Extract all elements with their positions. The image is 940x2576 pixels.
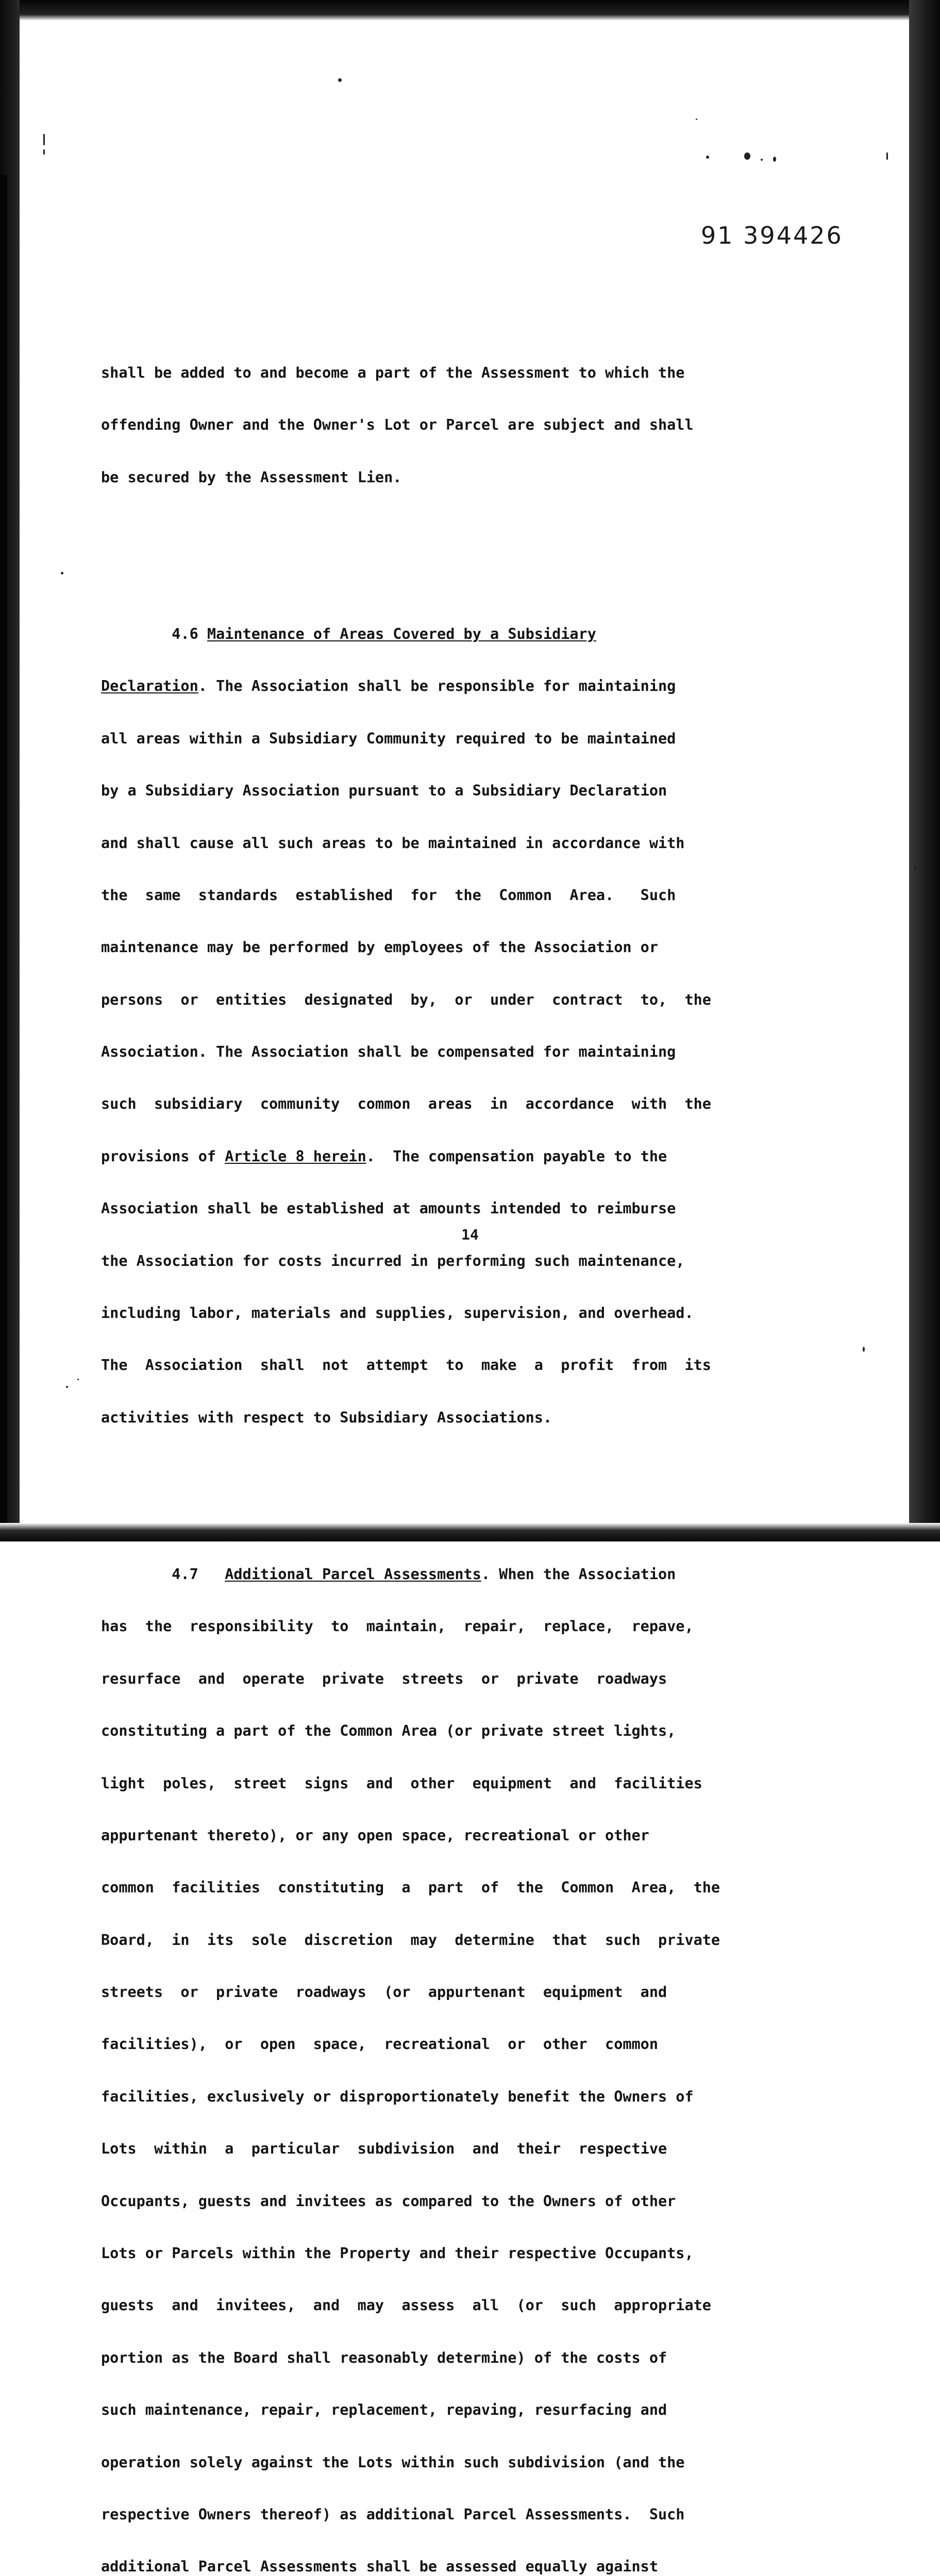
section-heading-line <box>101 1566 792 1583</box>
text-line: respective Owners thereof) as additional Parcel Assessments. Such <box>101 2506 685 2523</box>
scan-speck <box>886 152 888 160</box>
scan-speck <box>61 572 63 574</box>
text-fragment: . When the Association <box>481 1565 676 1583</box>
text-line: Occupants, guests and invitees as compared to the Owners of other <box>101 2192 676 2210</box>
paragraph-intro <box>101 329 792 521</box>
text-line: including labor, materials and supplies, supervision, and overhead. <box>101 1304 694 1322</box>
text-line: resurface and operate private streets or private roadways <box>101 1670 667 1687</box>
text-line <box>101 1148 792 1165</box>
text-line: activities with respect to Subsidiary Associations. <box>101 1409 552 1426</box>
page-number: 14 <box>461 1226 479 1243</box>
text-line: common facilities constituting a part of the Common Area, the <box>101 1879 720 1896</box>
text-line: operation solely against the Lots within such subdivision (and the <box>101 2453 685 2471</box>
section-indent <box>101 1566 172 1583</box>
scan-speck <box>914 866 916 872</box>
section-gap <box>198 625 207 642</box>
text-line: The Association shall not attempt to make a profit from its <box>101 1357 711 1374</box>
scan-speck <box>696 118 697 120</box>
text-line: maintenance may be performed by employees of the Association or <box>101 939 658 956</box>
scan-speck <box>706 156 709 159</box>
scan-speck <box>773 157 776 162</box>
text-line: portion as the Board shall reasonably determine) of the costs of <box>101 2349 667 2366</box>
text-line: appurtenant thereto), or any open space, recreational or other <box>101 1826 649 1844</box>
text-line: the Association for costs incurred in performing such maintenance, <box>101 1252 685 1269</box>
text-line: the same standards established for the Common Area. Such <box>101 886 676 904</box>
text-line: and shall cause all such areas to be maintained in accordance with <box>101 834 685 852</box>
text-line <box>101 677 792 695</box>
text-line: guests and invitees, and may assess all (or such appropriate <box>101 2297 711 2314</box>
section-gap <box>198 1566 225 1583</box>
scan-speck <box>338 78 342 82</box>
text-line: Association shall be established at amounts intended to reimburse <box>101 1200 676 1217</box>
document-body <box>101 277 792 2576</box>
section-heading: Additional Parcel Assessments <box>225 1565 481 1583</box>
text-line: offending Owner and the Owner's Lot or Parcel are subject and shall <box>101 416 694 434</box>
section-heading-continued: Declaration <box>101 677 198 695</box>
article-reference: Article 8 herein <box>225 1147 366 1165</box>
text-fragment: . The Association shall be responsible for maintaining <box>198 677 676 695</box>
section-heading: Maintenance of Areas Covered by a Subsidiary <box>207 625 596 642</box>
text-line: streets or private roadways (or appurtenant equipment and <box>101 1984 667 2001</box>
text-line: such maintenance, repair, replacement, repaving, resurfacing and <box>101 2401 667 2419</box>
scan-speck <box>66 1386 68 1388</box>
scan-speck <box>863 1347 865 1352</box>
text-line: facilities, exclusively or disproportionately benefit the Owners of <box>101 2088 694 2105</box>
text-line: constituting a part of the Common Area (or private street lights, <box>101 1722 676 1740</box>
text-line: Lots within a particular subdivision and their respective <box>101 2140 667 2158</box>
section-4-7 <box>101 1531 792 2576</box>
text-line: additional Parcel Assessments shall be assessed equally against <box>101 2558 658 2575</box>
scan-edge-right <box>909 0 940 1541</box>
text-line: Lots or Parcels within the Property and their respective Occupants, <box>101 2245 694 2262</box>
section-heading-line <box>101 625 792 643</box>
scan-edge-left-shadow <box>0 175 7 1541</box>
text-fragment: . The compensation payable to the <box>366 1147 667 1165</box>
text-line: be secured by the Assessment Lien. <box>101 468 402 486</box>
text-line: by a Subsidiary Association pursuant to a Subsidiary Declaration <box>101 782 667 800</box>
text-line: has the responsibility to maintain, repair, replace, repave, <box>101 1618 694 1635</box>
text-line: Association. The Association shall be compensated for maintaining <box>101 1043 676 1061</box>
scan-speck <box>744 152 750 160</box>
text-line: all areas within a Subsidiary Community required to be maintained <box>101 730 676 747</box>
text-line: such subsidiary community common areas in accordance with the <box>101 1095 711 1113</box>
text-line: Board, in its sole discretion may determine that such private <box>101 1931 720 1948</box>
scan-edge-top <box>0 0 940 21</box>
scan-speck <box>77 1379 79 1380</box>
text-line: light poles, street signs and other equipment and facilities <box>101 1774 702 1792</box>
section-number: 4.6 <box>172 625 198 642</box>
text-line: facilities), or open space, recreational or other common <box>101 2036 658 2053</box>
scan-speck <box>761 159 763 161</box>
scan-speck <box>43 149 45 155</box>
scan-speck <box>43 134 45 145</box>
section-number: 4.7 <box>172 1565 198 1583</box>
section-indent <box>101 625 172 642</box>
text-fragment: provisions of <box>101 1147 225 1165</box>
recording-number: 91 394426 <box>701 222 843 249</box>
text-line: persons or entities designated by, or under contract to, the <box>101 991 711 1008</box>
text-line: shall be added to and become a part of the Assessment to which the <box>101 364 685 381</box>
section-4-6 <box>101 590 792 1461</box>
